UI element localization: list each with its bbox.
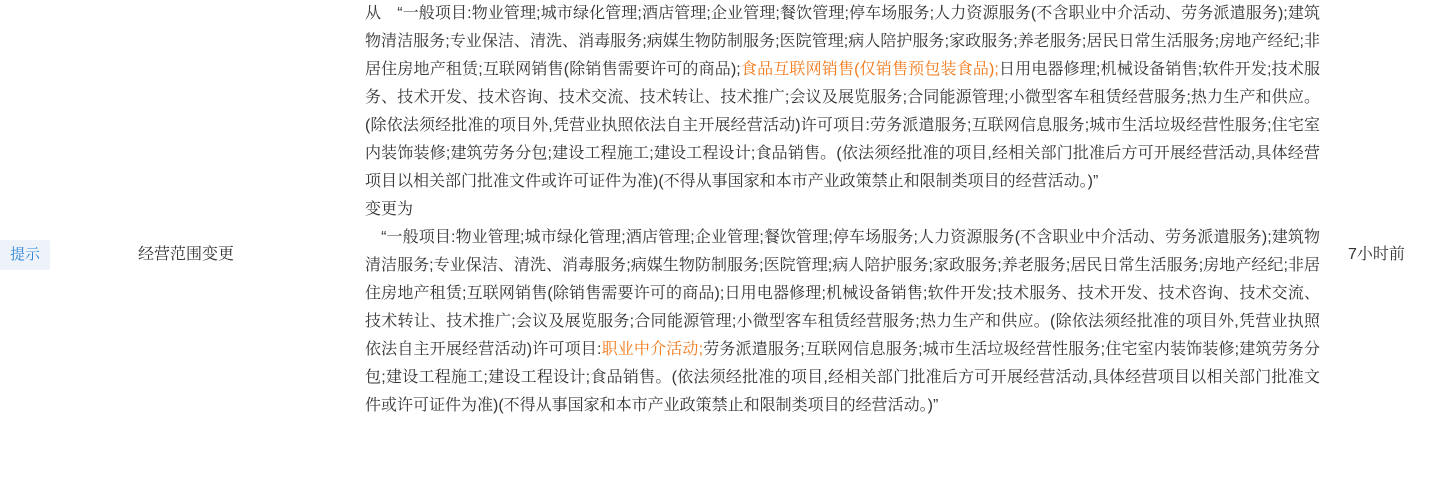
status-badge: 提示 <box>0 240 50 270</box>
after-highlight-text: 职业中介活动; <box>601 341 704 358</box>
after-text-part-1: “一般项目:物业管理;城市绿化管理;酒店管理;企业管理;餐饮管理;停车场服务;人力资源服务(不含职业中介活动、劳务派遣服务);建筑物清洁服务;专业保洁、清洗、消毒服务;病媒生物防制服务;医院管理;病人陪护服务;家政服务;养老服务;居民日常生活服务;房地产经纪;非居住房地产租赁;互联网销售(除销售需要许可的商品);日用电器修理;机械设备销售;软件开发;技术服务、技术开发、技术咨询、技术交流、技术转让、技术推广;会议及展览服务;合同能源管理;小微型客车租赁经营服务;热力生产和供应。(除依法须经批准的项目外,凭营业执照依法自主开展经营活动)许可项目: <box>365 229 1320 358</box>
change-content <box>365 0 1320 420</box>
after-paragraph <box>365 224 1320 420</box>
before-text-part-2: 日用电器修理;机械设备销售;软件开发;技术服务、技术开发、技术咨询、技术交流、技术转让、技术推广;会议及展览服务;合同能源管理;小微型客车租赁经营服务;热力生产和供应。(除依法须经批准的项目外,凭营业执照依法自主开展经营活动)许可项目:劳务派遣服务;互联网信息服务;城市生活垃圾经营性服务;住宅室内装饰装修;建筑劳务分包;建设工程施工;建设工程设计;食品销售。(依法须经批准的项目,经相关部门批准后方可开展经营活动,具体经营项目以相关部门批准文件或许可证件为准)(不得从事国家和本市产业政策禁止和限制类项目的经营活动。)” <box>365 61 1320 190</box>
change-type-label: 经营范围变更 <box>138 246 235 263</box>
before-text-part-1: “一般项目:物业管理;城市绿化管理;酒店管理;企业管理;餐饮管理;停车场服务;人力资源服务(不含职业中介活动、劳务派遣服务);建筑物清洁服务;专业保洁、清洗、消毒服务;病媒生物防制服务;医院管理;病人陪护服务;家政服务;养老服务;居民日常生活服务;房地产经纪;非居住房地产租赁;互联网销售(除销售需要许可的商品); <box>365 5 1320 78</box>
badge-cell <box>0 240 120 270</box>
before-paragraph <box>365 0 1320 196</box>
before-highlight-text: 食品互联网销售(仅销售预包装食品); <box>740 61 999 78</box>
before-prefix: 从 <box>365 5 382 22</box>
after-text-part-2: 劳务派遣服务;互联网信息服务;城市生活垃圾经营性服务;住宅室内装饰装修;建筑劳务分包;建设工程施工;建设工程设计;食品销售。(依法须经批准的项目,经相关部门批准后方可开展经营活动,具体经营项目以相关部门批准文件或许可证件为准)(不得从事国家和本市产业政策禁止和限制类项目的经营活动。)” <box>365 341 1320 414</box>
timestamp: 7小时前 <box>1348 246 1405 263</box>
change-to-label: 变更为 <box>365 201 414 218</box>
